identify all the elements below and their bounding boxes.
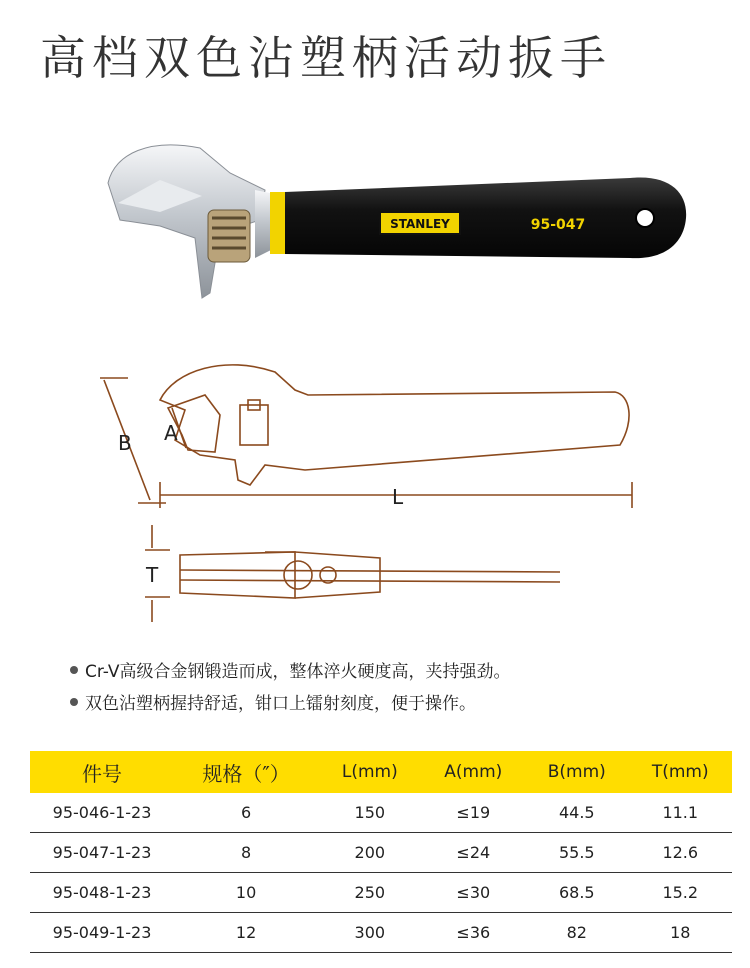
cell-part-no: 95-047-1-23 [30,833,174,873]
cell-L: 250 [318,873,421,913]
table-row [30,913,732,953]
cell-A: ≤36 [422,913,525,953]
cell-part-no: 95-048-1-23 [30,873,174,913]
table-row [30,833,732,873]
cell-part-no: 95-046-1-23 [30,793,174,833]
dim-label-B: B [118,431,132,455]
cell-L: 300 [318,913,421,953]
dim-label-A: A [164,421,178,445]
col-header-size: 规格（″） [174,751,318,793]
diagram-wrench-outline [160,365,629,485]
col-header-B: B(mm) [525,751,628,793]
cell-B: 82 [525,913,628,953]
cell-L: 150 [318,793,421,833]
cell-T: 15.2 [629,873,733,913]
col-header-T: T(mm) [629,751,733,793]
cell-T: 18 [629,913,733,953]
cell-T: 12.6 [629,833,733,873]
brand-label: STANLEY [390,217,450,231]
cell-A: ≤24 [422,833,525,873]
feature-list [70,656,511,720]
col-header-A: A(mm) [422,751,525,793]
model-label: 95-047 [530,217,586,233]
cell-size: 8 [174,833,318,873]
cell-T: 11.1 [629,793,733,833]
cell-size: 6 [174,793,318,833]
dimension-diagram [90,360,650,630]
cell-A: ≤19 [422,793,525,833]
cell-B: 55.5 [525,833,628,873]
page-title: 高档双色沾塑柄活动扳手 [40,31,612,85]
dim-label-L: L [392,485,404,509]
feature-item: Cr-V高级合金钢锻造而成，整体淬火硬度高，夹持强劲。 [70,656,511,688]
col-header-L: L(mm) [318,751,421,793]
table-row [30,873,732,913]
product-photo [90,108,690,308]
cell-L: 200 [318,833,421,873]
col-header-part-no: 件号 [30,751,174,793]
cell-B: 44.5 [525,793,628,833]
wrench-handle [285,177,686,258]
cell-part-no: 95-049-1-23 [30,913,174,953]
feature-item: 双色沾塑柄握持舒适，钳口上镭射刻度，便于操作。 [70,688,511,720]
spec-table-header [30,751,732,793]
dim-label-T: T [146,563,159,587]
cell-size: 10 [174,873,318,913]
bullet-icon [70,698,78,706]
table-row [30,793,732,833]
bullet-icon [70,666,78,674]
cell-A: ≤30 [422,873,525,913]
cell-size: 12 [174,913,318,953]
spec-table [30,751,732,953]
cell-B: 68.5 [525,873,628,913]
